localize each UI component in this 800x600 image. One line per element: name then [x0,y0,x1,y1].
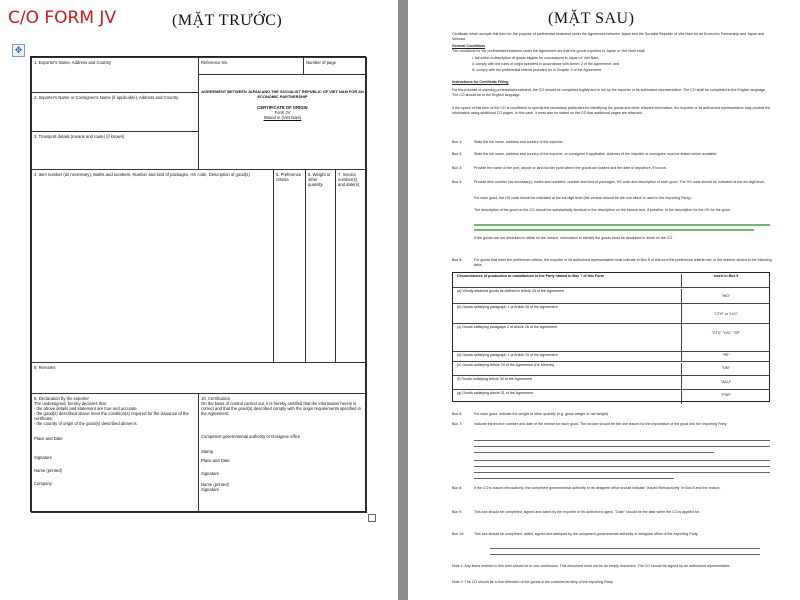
box6-weight [305,169,336,363]
box4-instr-label: Box 4: [452,180,463,184]
instructions-text-2: If the space of this form of the CO is insufficient to specify the necessary particulars for identifying the goods and other relevant information, the exporter or its authorized representative may provide the information using additional CO pages. In this case, it must also be stated on the CO that additional pages are attached. [452,106,771,115]
place-date-left: Place and Date [34,436,63,441]
box3-label: 3. Transport details (means and route) (if known) [34,134,125,139]
table-row-left: (g) Goods satisfying Article 31 of the Agreement [457,391,534,395]
box4-sub-2: The description of the good on the CO should be substantially identical to the description on the invoice and, if possible, to the description for the HS for the good. [474,208,731,212]
table-header-right: Insert in Box 5 [681,274,770,288]
box5-label: 5. Preference criteria [276,172,302,182]
text-line [474,460,770,461]
box1-label: 1. Exporter's Name, Address and Country [34,60,112,65]
company-label: Company [34,481,52,486]
box8-label: 8. Remarks [34,365,56,370]
name-printed-left: Name (printed) [34,468,62,473]
text-line [474,440,770,441]
table-row-right: "WO" [681,289,770,309]
signature-left: Signature [34,455,52,460]
table-resize-handle[interactable] [368,514,376,522]
move-handle-icon[interactable]: ✥ [12,44,25,57]
box4-goods [31,169,274,363]
general-conditions-title: General Conditions [452,44,486,48]
agreement-block [198,74,367,170]
text-line [474,472,770,473]
table-row-left: (f) Goods satisfying Article 30 of the Agreement [457,377,533,381]
table-row-left: (b) Goods satisfying paragraph 1 of Article 26 of the Agreement [457,305,558,309]
box4-sub-3: If the goods are not described in detail on the invoice, information to identify the goods must be described in detail on the CO. [474,236,674,240]
intro-text: Certificate which accepts this form for the purpose of preferential treatment under the Agreement between Japan and the Socialist Republic of Viet Nam for an Economic Partnership and Japan and Vietnam. [452,32,764,41]
table-row-right: "CTC" "LVC" "SP" [681,325,770,358]
box8-remarks [31,362,367,394]
box10-certification [198,393,367,513]
back-side-title: (MẶT SAU) [548,10,635,27]
box4-sub-1: For each good, the HS code should be indicated at the six-digit level (the version should be the one which is used in the Importing Party). [474,196,692,200]
table-row [453,375,769,389]
box7-instr-label: Box 7: [452,422,463,426]
box9-line-3: - the good(s) described above meet the condition(s) required for the issuance of the certificate; [34,411,189,421]
table-row-left: (e) Goods satisfying Article 29 of the Agreement (De Minimis) [457,363,555,367]
box3-instr-text: Provide the name of the port, airport or land border point where the goods are loaded and the date of departure, if known. [474,166,667,170]
preference-criteria-table [452,272,770,402]
issued-in: Issued in (Viet Nam) [263,115,302,121]
box8-instr-text: If the CO is issued retroactively, the competent governmental authority or its designee office should indicate "Issued Retroactively" in Box 8 and the reason. [474,486,721,490]
agreement-text: AGREEMENT BETWEEN JAPAN AND THE SOCIALIST REPUBLIC OF VIET NAM FOR AN ECONOMIC PARTNERSHIP [201,89,364,100]
signature-right: Signature [201,471,219,476]
co-form-front [30,56,366,512]
table-row [453,287,769,303]
text-line [490,548,760,549]
table-row-left: (c) Goods satisfying paragraph 2 of Article 26 of the Agreement [457,325,558,329]
text-line [474,478,674,479]
signature-right-2: Signature [201,487,219,492]
reference-no [198,57,304,75]
table-row-right: "PSR" [681,391,770,404]
table-row [453,361,769,375]
text-line [474,446,770,447]
stamp-label: Stamp [201,449,214,454]
box1-instr-label: Box 1: [452,140,463,144]
table-row [453,323,769,351]
condition-3: iii. comply with the preferential criteria provided for in Chapter 3 of the Agreement. [472,68,602,72]
instructions-text: For the purpose of claiming preferential treatment, the CO should be completed legibly and in full by the exporter or its authorized representative. The CO shall be completed in the English language. The CO should be in the English language. [452,88,766,97]
box2-importer [31,92,199,132]
box2-label: 2. Importer's Name or Consignee's Name (if applicable), Address and Country [34,95,179,100]
reference-no-label: Reference No. [201,60,228,65]
box4-instr-text: Provide item number (as necessary), marks and numbers, number and kind of packages, HS code and description of each good. The HS code should be indicated at the six-digit level. [474,180,765,184]
box10-instr-text: This box should be completed, dated, signed and stamped by the competent governmental authority or designee office of the exporting Party. [474,532,699,536]
box10-text: On the basis of control carried out, it is hereby certified that the information herein is correct and that the good(s) described comply with the origin requirements specified in the Agreement. [201,401,361,416]
box7-invoice [335,169,367,363]
form-name: Form JV [274,110,291,116]
box9-line-2: - the above details and statement are true and accurate [34,406,137,411]
box9-line-1: The undersigned, hereby declares that: [34,401,107,406]
box6-instr-label: Box 6: [452,412,463,416]
place-date-right: Place and Date [201,458,230,463]
table-header-left: Circumstances of production or manufacture in the Party named in Box 7 of this Form [457,274,604,278]
text-line [490,554,760,555]
highlight-line-1 [474,224,770,226]
table-row-right: "ACU" [681,377,770,393]
box6-label: 6. Weight or other quantity [308,172,331,187]
box9-label: 9. Declaration by the exporter [34,396,89,401]
box1-exporter [31,57,199,93]
number-of-page [303,57,367,75]
box10-label: 10. Certification [201,396,231,401]
table-row [453,389,769,401]
box7-instr-text: Indicate the invoice number and date of the invoice for each good. The invoice should be the one issued for the importation of the good into the Importing Party. [474,422,728,426]
note-2: Note 2: The CO should be a true reflection of the goods in the customs territory of the exporting Party. [452,580,614,584]
table-row-left: (d) Goods satisfying paragraph 1 of Article 25 of the Agreement [457,353,558,357]
box5-instr-text: For goods that meet the preference criteria, the exporter or its authorized representative must indicate in Box 5 of this form the preference criteria met, in the manner shown in the following table. [474,258,772,267]
front-side-title: (MẶT TRƯỚC) [172,12,283,29]
front-page [0,0,398,600]
box3-instr-label: Box 3: [452,166,463,170]
box6-instr-text: For each good, indicate the weight or other quantity (e.g. gross weight or net weight). [474,412,610,416]
condition-1: i. fall within a description of goods eligible for concessions in Japan or Viet Nam; [472,56,600,60]
box9-declaration [31,393,199,513]
name-printed-right: Name (printed) [201,482,229,487]
box2-instr-label: Box 2: [452,152,463,156]
note-1: Note 1: Any items entered in this form should be in one continuous. This document must not be an empty document. The CO should be signed by an authorized representative. [452,564,731,568]
highlight-line-2 [474,229,754,231]
table-row [453,303,769,323]
box8-instr-label: Box 8: [452,486,463,490]
certificate-title: CERTIFICATE OF ORIGIN [257,105,308,111]
box5-instr-label: Box 5: [452,258,463,262]
text-line [474,452,714,453]
general-conditions-text: The conditions for the preferential treatment under the Agreement are that the goods exported to Japan or Viet Nam shall: [452,49,646,53]
text-line [474,466,770,467]
table-header-row [453,273,769,287]
instructions-title: Instructions for Certificate Filling [452,80,509,84]
page-no-label: Number of page [306,60,337,65]
box2-instr-text: State the full name, address and country of the importer, or consignee if applicable. Address of the importer or consignee must be stated where available. [474,152,718,156]
box4-label: 4. Item number (as necessary), Marks and numbers, Number and kind of packages, HS code, Description of good(s) [34,172,250,177]
competent-authority: Competent governmental authority or Designee office [201,434,301,439]
table-row-right: "CTH" or "LVC" [681,305,770,331]
table-row-right: "DM" [681,363,770,379]
box3-transport [31,131,199,170]
page-divider [398,0,408,600]
condition-2: ii. comply with the rules of origin specified in accordance with Annex 2 of the Agreement; and [472,62,620,66]
box9-line-4: - the country of origin of the good(s) described above is: [34,421,138,426]
box9-instr-label: Box 9: [452,510,463,514]
table-row-right: "PE" [681,353,770,362]
box5-preference [273,169,306,363]
table-row [453,351,769,361]
box7-label: 7. Invoice number(s) and date(s) [338,172,360,187]
co-form-title: C/O FORM JV [8,8,117,28]
table-row-left: (a) Wholly obtained goods as defined in Article 25 of the Agreement [457,289,565,293]
box10-instr-label: Box 10: [452,532,465,536]
box9-instr-text: This box should be completed, signed and dated by the exporter or its authorized agent. "Date" should be the date when the CO is applied for. [474,510,700,514]
box1-instr-text: State the full name, address and country of the exporter. [474,140,564,144]
